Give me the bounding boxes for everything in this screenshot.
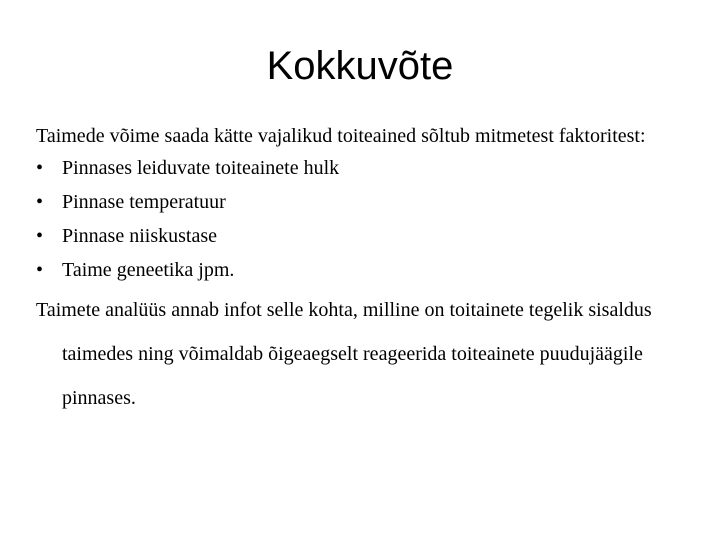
- bullet-icon: •: [36, 157, 44, 179]
- bullet-item: [36, 224, 696, 248]
- bullet-text: Pinnase niiskustase: [62, 225, 217, 247]
- conclusion-paragraph: Taimete analüüs annab infot selle kohta, milline on toitainete tegelik sisaldus taimedes ning võimaldab õigeaegselt reageerida toiteainete puudujäägile pinnases.: [36, 299, 652, 409]
- bullet-item: [36, 156, 696, 180]
- bullet-icon: •: [36, 259, 44, 281]
- bullet-icon: •: [36, 191, 44, 213]
- slide-title: Kokkuvõte: [266, 44, 454, 88]
- slide-body: [36, 124, 696, 430]
- bullet-text: Pinnases leiduvate toiteainete hulk: [62, 157, 340, 179]
- bullet-text: Taime geneetika jpm.: [62, 259, 235, 281]
- bullet-list: [36, 156, 696, 282]
- bullet-icon: •: [36, 225, 44, 247]
- bullet-item: [36, 258, 696, 282]
- bullet-text: Pinnase temperatuur: [62, 191, 226, 213]
- intro-paragraph: Taimede võime saada kätte vajalikud toiteained sõltub mitmetest faktoritest:: [36, 125, 646, 147]
- bullet-item: [36, 190, 696, 214]
